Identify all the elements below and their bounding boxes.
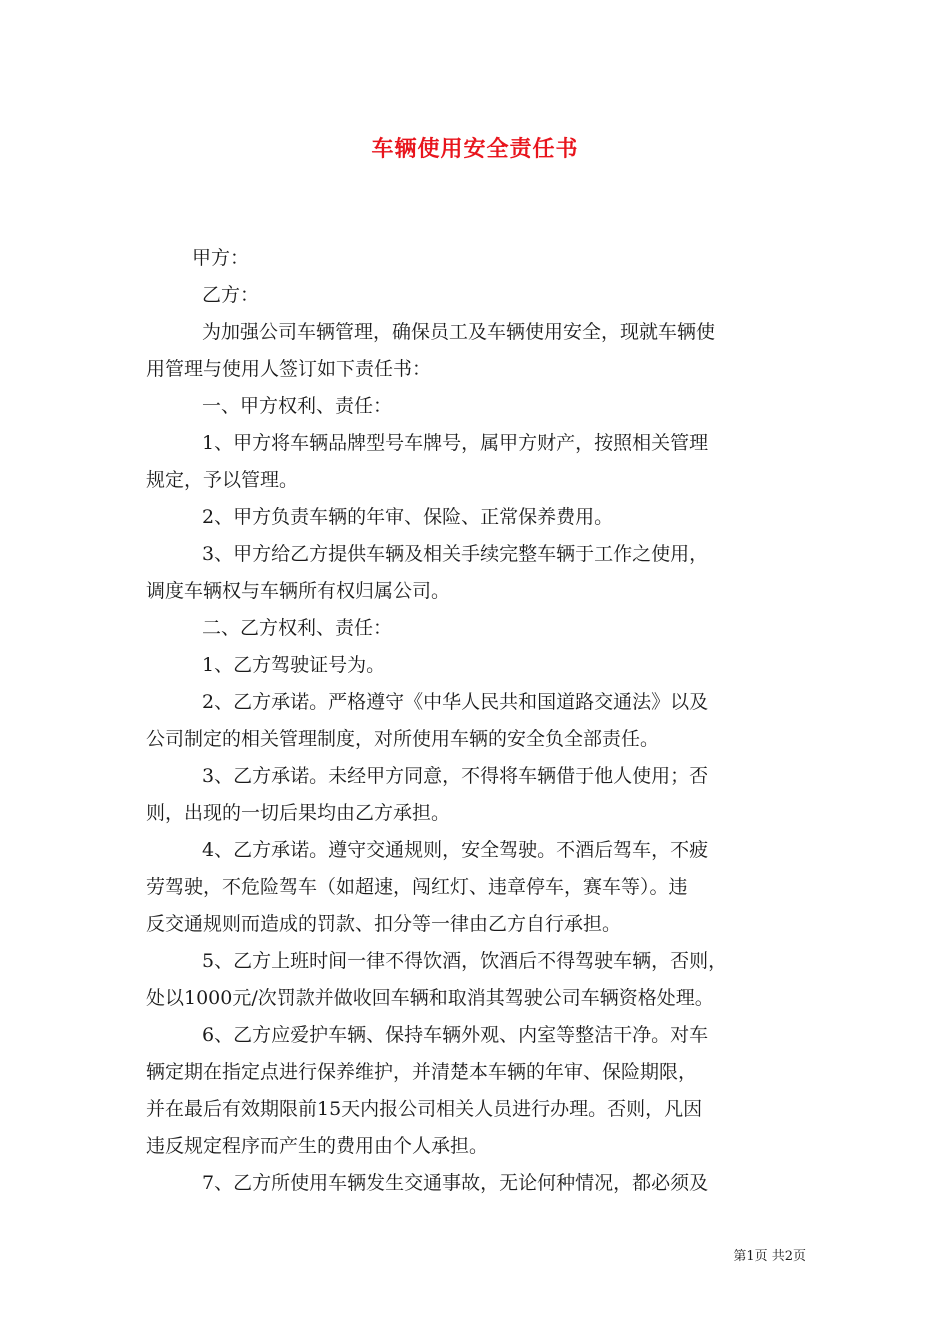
party-a-line: 甲方： bbox=[192, 247, 250, 269]
paragraph-line: 反交通规则而造成的罚款、扣分等一律由乙方自行承担。 bbox=[146, 913, 622, 935]
paragraph-line: 辆定期在指定点进行保养维护，并清楚本车辆的年审、保险期限， bbox=[146, 1061, 698, 1083]
paragraph-line: 为加强公司车辆管理，确保员工及车辆使用安全，现就车辆使 bbox=[202, 321, 716, 343]
paragraph-line: 2、乙方承诺。严格遵守《中华人民共和国道路交通法》以及 bbox=[202, 691, 709, 713]
paragraph-line: 2、甲方负责车辆的年审、保险、正常保养费用。 bbox=[202, 506, 614, 528]
paragraph-line: 并在最后有效期限前15天内报公司相关人员进行办理。否则，凡因 bbox=[146, 1098, 703, 1120]
section-heading-party-a: 一、甲方权利、责任： bbox=[202, 395, 393, 417]
document-body bbox=[146, 240, 810, 1202]
paragraph-line: 公司制定的相关管理制度，对所使用车辆的安全负全部责任。 bbox=[146, 728, 660, 750]
paragraph-line: 1、乙方驾驶证号为。 bbox=[202, 654, 386, 676]
page-number: 第1页 共2页 bbox=[733, 1249, 806, 1264]
paragraph-line: 3、甲方给乙方提供车辆及相关手续完整车辆于工作之使用， bbox=[202, 543, 709, 565]
paragraph-line: 4、乙方承诺。遵守交通规则，安全驾驶。不酒后驾车，不疲 bbox=[202, 839, 709, 861]
paragraph-line: 3、乙方承诺。未经甲方同意，不得将车辆借于他人使用；否 bbox=[202, 765, 709, 787]
paragraph-line: 用管理与使用人签订如下责任书： bbox=[146, 358, 432, 380]
paragraph-line: 劳驾驶，不危险驾车（如超速，闯红灯、违章停车，赛车等）。违 bbox=[146, 876, 688, 898]
paragraph-line: 6、乙方应爱护车辆、保持车辆外观、内室等整洁干净。对车 bbox=[202, 1024, 709, 1046]
section-heading-party-b: 二、乙方权利、责任： bbox=[202, 617, 393, 639]
paragraph-line: 1、甲方将车辆品牌型号车牌号，属甲方财产，按照相关管理 bbox=[202, 432, 709, 454]
document-title: 车辆使用安全责任书 bbox=[371, 136, 579, 162]
paragraph-line: 5、乙方上班时间一律不得饮酒，饮酒后不得驾驶车辆，否则， bbox=[202, 950, 728, 972]
paragraph-line: 7、乙方所使用车辆发生交通事故，无论何种情况，都必须及 bbox=[202, 1172, 709, 1194]
paragraph-line: 规定，予以管理。 bbox=[146, 469, 299, 491]
paragraph-line: 调度车辆权与车辆所有权归属公司。 bbox=[146, 580, 451, 602]
paragraph-line: 处以1000元/次罚款并做收回车辆和取消其驾驶公司车辆资格处理。 bbox=[146, 987, 714, 1009]
paragraph-line: 则，出现的一切后果均由乙方承担。 bbox=[146, 802, 451, 824]
paragraph-line: 违反规定程序而产生的费用由个人承担。 bbox=[146, 1135, 489, 1157]
party-b-line: 乙方： bbox=[202, 284, 260, 306]
